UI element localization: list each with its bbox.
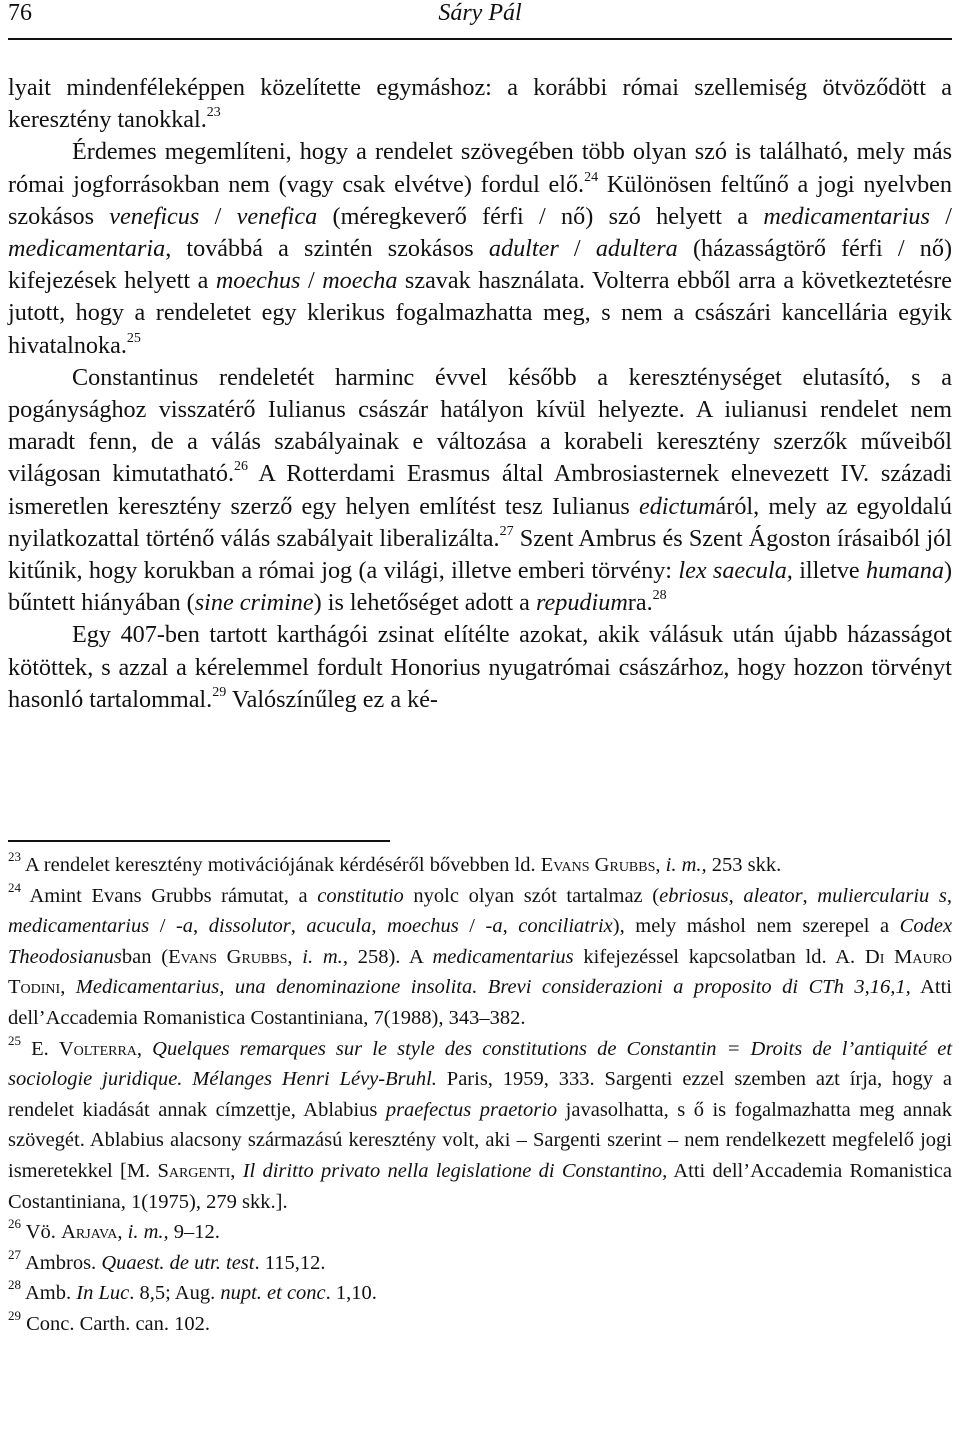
footnote-number: 23 [8,849,21,864]
footnote-ref-26[interactable]: 26 [234,459,249,475]
author-name: Volterra [58,1037,137,1060]
footnote-separator [8,840,390,842]
footnote-ref-25[interactable]: 25 [126,330,141,346]
footnote-number: 25 [8,1032,21,1048]
author-name: Di Mauro Todini [8,945,953,999]
footnote-ref-28[interactable]: 28 [652,588,667,604]
author-name: Sargenti [157,1159,231,1182]
footnote-number: 26 [8,1216,21,1232]
paragraph-2: Érdemes megemlíteni, hogy a rendelet szövegében több olyan szó is található, mely más római jogforrásokban nem (vagy csak elvétve) fordul elő.$^{24}$ Különösen feltűnő a jogi nyelvben szokásos veneficus / venefica (méregkeverő férfi / nő) szó helyett a medicamentarius / medicamentaria, továbbá a szintén szokásos adulter / adultera (házasságtörő férfi / nő) kifejezések helyett a moechus / moecha szavak használata. Volterra ebből arra a következtetésre jutott, hogy a rendeletet egy klerikus fogalmazhatta meg, s nem a császári kancellária egyik hivatalnoka.$^{25}$ [8,138,952,359]
footnote-ref-29[interactable]: 29 [212,684,227,700]
paragraph-1: lyait mindenféleképpen közelítette egymáshoz: a korábbi római szellemiség ötvöződött a keresztény tanokkal.$^{23}$ [8,74,952,134]
footnote-29: $^{29}$ Conc. Carth. can. 102. [8,1307,211,1335]
footnote-number: 29 [8,1307,21,1323]
footnote-ref-24[interactable]: 24 [584,169,599,185]
author-name: Arjava [61,1221,118,1244]
footnote-23: $^{23}$ A rendelet keresztény motivációjának kérdéséről bővebben ld. Evans Grubbs, i. m., 253 skk. [8,849,782,876]
running-head: Sáry Pál [438,0,522,26]
footnote-25: $^{25}$ E. Volterra, Quelques remarques sur le style des constitutions de Constantin = Droits de l’antiquité et sociologie juridique. Mélanges Henri Lévy-Bruhl. Paris, 1959, 333. Sargenti ezzel szemben azt írja, hogy a rendelet kiadását annak címzettje, Ablabius praefectus praetorio javasolhatta, s ő is fogalmazhatta meg annak szövegét. Ablabius alacsony származású keresztény volt, aki – Sargenti szerint – nem rendelkezett megfelelő jogi ismeretekkel [M. Sargenti, Il diritto privato nella legislatione di Constantino, Atti dell’Accademia Romanistica Costantiniana, 1(1975), 279 skk.]. [8,1032,953,1213]
author-name: Evans Grubbs [168,945,288,968]
page-header [8,0,952,34]
footnote-26: $^{26}$ Vö. Arjava, i. m., 9–12. [8,1216,220,1244]
author-name: Evans Grubbs, [540,854,661,876]
paragraph-4: Egy 407-ben tartott karthágói zsinat elítélte azokat, akik válásuk után újabb házasságot kötöttek, s azzal a kérelemmel fordult Honorius nyugatrómai császárhoz, hogy hozzon törvényt hasonló tartalommal.$^{29}$ Valószínűleg ez a ké- [8,621,952,713]
paragraph-3: Constantinus rendeletét harminc évvel később a kereszténységet elutasító, s a pogánysághoz visszatérő Iulianus császár hatályon kívül helyezte. A iulianusi rendelet nem maradt fenn, de a válás szabályainak e változása a korabeli keresztény szerzők műveiből világosan kimutatható.$^{26}$ A Rotterdami Erasmus által Ambrosiasternek elnevezett IV. századi ismeretlen keresztény szerző egy helyen említést tesz Iulianus edictumáról, mely az egyoldalú nyilatkozattal történő válás szabályait liberalizálta.$^{27}$ Szent Ambrus és Szent Ágoston írásaiból jól kitűnik, hogy korukban a római jog (a világi, illetve emberi törvény: lex saecula, illetve humana) bűntett hiányában (sine crimine) is lehetőséget adott a repudiumra.$^{28}$ [8,363,953,617]
footnote-24: $^{24}$ Amint Evans Grubbs rámutat, a constitutio nyolc olyan szót tartalmaz (ebriosus, aleator, mulierculariu s, medicamentarius / -a, dissolutor, acucula, moechus / -a, conciliatrix), mely máshol nem szerepel a Codex Theodosianusban (Evans Grubbs, i. m., 258). A medicamentarius kifejezéssel kapcsolatban ld. A. Di Mauro Todini, Medicamentarius, una denominazione insolita. Brevi considerazioni a proposito di CTh 3,16,1, Atti dell’Accademia Romanistica Costantiniana, 7(1988), 343–382. [8,879,953,1029]
page-number: 76 [8,0,32,26]
footnote-number: 24 [8,879,21,895]
footnote-27: $^{27}$ Ambros. Quaest. de utr. test. 115,12. [8,1246,326,1274]
footnote-number: 27 [8,1246,21,1262]
footnote-ref-23[interactable]: 23 [206,105,221,121]
header-rule [8,38,952,40]
footnotes [8,850,952,1340]
main-text [8,72,952,716]
footnote-ref-27[interactable]: 27 [499,523,514,539]
footnote-28: $^{28}$ Amb. In Luc. 8,5; Aug. nupt. et conc. 1,10. [8,1277,377,1305]
footnote-number: 28 [8,1277,21,1293]
